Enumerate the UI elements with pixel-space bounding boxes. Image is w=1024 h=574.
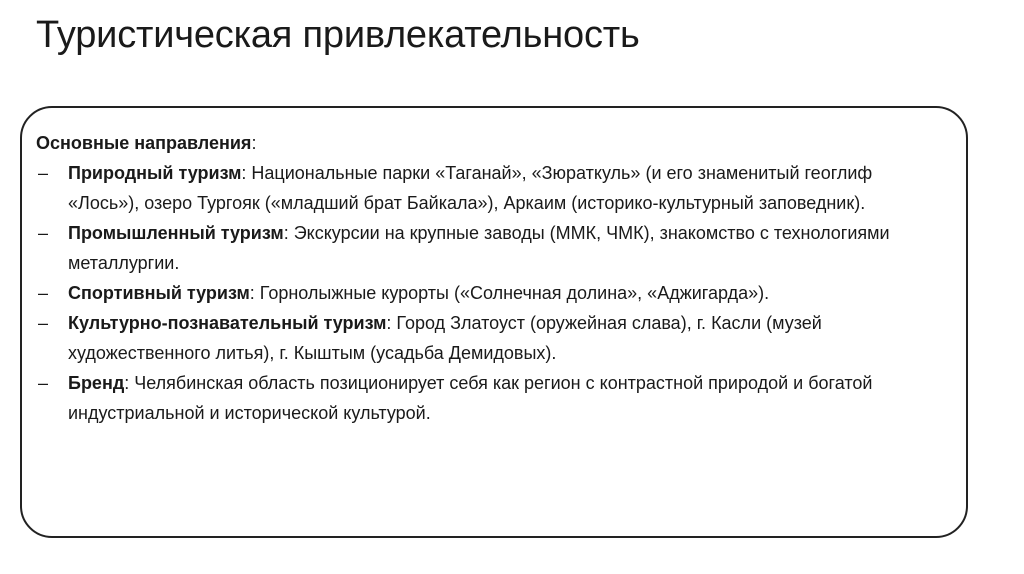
item-text: : Горнолыжные курорты («Солнечная долина», «Аджигарда»). <box>249 283 770 303</box>
item-text: : Экскурсии на крупные заводы (ММК, ЧМК), знакомство с технологиями металлургии. <box>68 223 890 273</box>
item-text: : Национальные парки «Таганай», «Зюраткуль» (и его знаменитый геоглиф «Лось»), озеро Тургояк («младший брат Байкала»), Аркаим (историко-культурный заповедник). <box>68 163 873 213</box>
list-item-brand <box>36 368 938 428</box>
bullet-dash: – <box>38 283 49 303</box>
item-label: Природный туризм <box>68 163 242 183</box>
content-box <box>20 106 968 538</box>
item-label: Спортивный туризм <box>68 283 250 303</box>
intro-line <box>36 128 938 158</box>
list-item-industrial <box>36 218 938 278</box>
item-text: : Город Златоуст (оружейная слава), г. Касли (музей художественного литья), г. Кыштым (усадьба Демидовых). <box>68 313 822 363</box>
list-item-sport <box>36 278 938 308</box>
item-label: Культурно-познавательный туризм <box>68 313 387 333</box>
item-label: Бренд <box>68 373 125 393</box>
bullet-dash: – <box>38 373 49 393</box>
intro-heading: Основные направления <box>36 133 252 153</box>
direction-list <box>36 158 938 428</box>
slide-title: Туристическая привлекательность <box>36 14 640 56</box>
list-item-nature <box>36 158 938 218</box>
intro-colon: : <box>251 133 257 153</box>
bullet-dash: – <box>38 313 49 333</box>
item-text: : Челябинская область позиционирует себя как регион с контрастной природой и богатой индустриальной и исторической культурой. <box>68 373 873 423</box>
list-item-cultural <box>36 308 938 368</box>
item-label: Промышленный туризм <box>68 223 284 243</box>
bullet-dash: – <box>38 163 49 183</box>
bullet-dash: – <box>38 223 49 243</box>
